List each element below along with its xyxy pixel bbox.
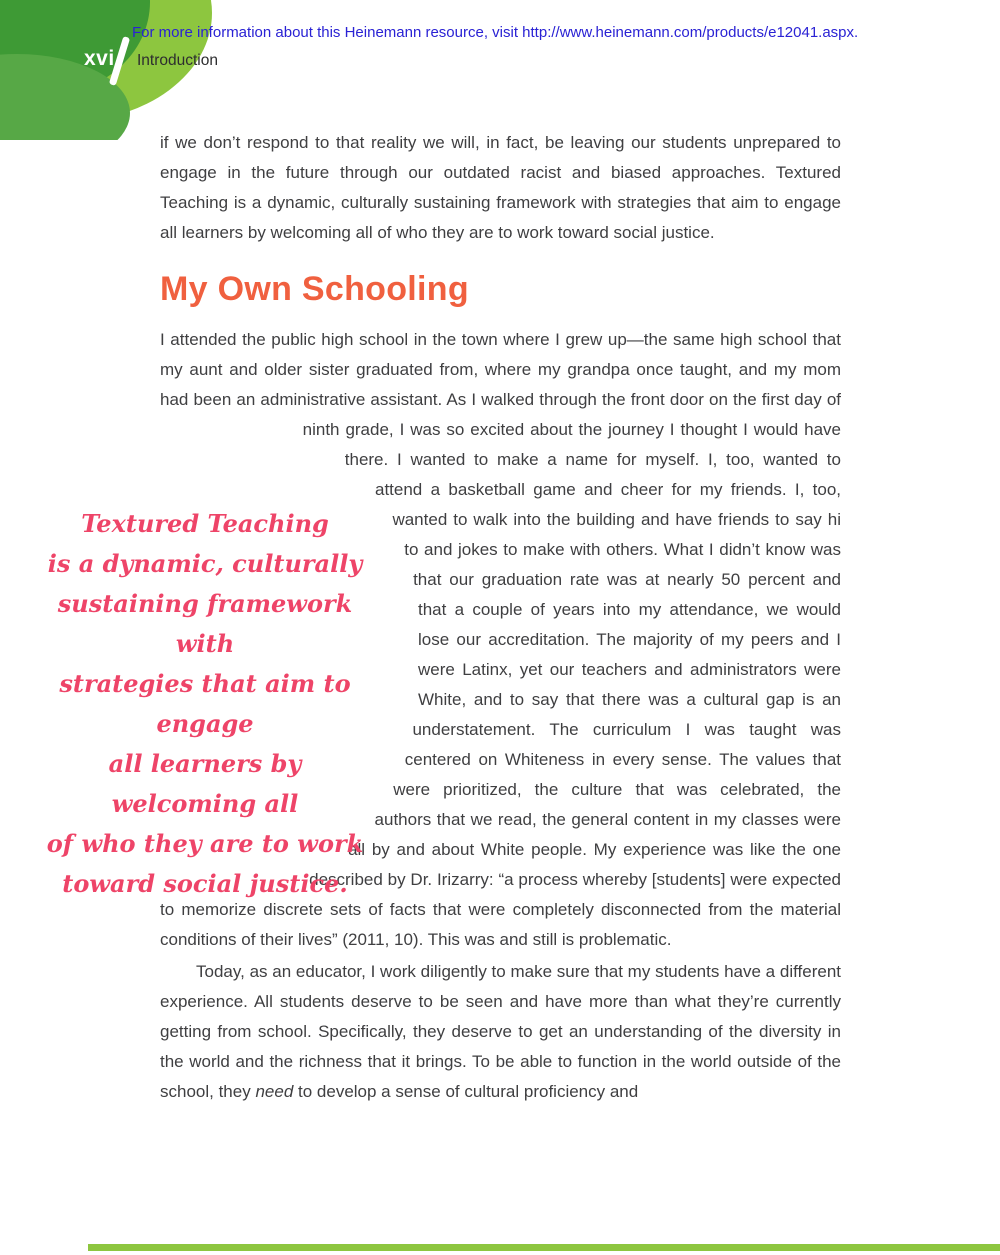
section-heading: My Own Schooling bbox=[160, 270, 469, 308]
corner-leaf-art bbox=[0, 0, 270, 140]
pull-quote-line: toward social justice. bbox=[62, 869, 348, 898]
paragraph-intro-continuation: if we don’t respond to that reality we will, in fact, be leaving our students unprepared to engage in the future through our outdated racist and biased approaches. Textured Teaching is a dynamic, culturally sustaining framework with strategies that aim to engage all learners by welcoming all of who they are to work toward social justice. bbox=[160, 133, 841, 242]
pull-quote-line: of who they are to work bbox=[46, 829, 364, 858]
pull-quote bbox=[38, 504, 372, 904]
heinemann-resource-link[interactable]: For more information about this Heinemann resource, visit http://www.heinemann.com/products/e12041.aspx. bbox=[132, 24, 859, 41]
footer-green-bar bbox=[88, 1244, 1000, 1251]
paragraph-my-own-schooling-text: I attended the public high school in the town where I grew up—the same high school that my aunt and older sister graduated from, where my grandpa once taught, and my mom had been an administrative assistant. As I walked through the front door on the first day of ninth grade, I was so excited about the journey I thought I would have there. I wanted to make a name for myself. I, too, wanted to attend a basketball game and cheer for my friends. I, too, wanted to walk into the building and have friends to say hi to and jokes to make with others. What I didn’t know was that our graduation rate was at nearly 50 percent and that a couple of years into my attendance, we would lose our accreditation. The majority of my peers and I were Latinx, yet our teachers and administrators were White, and to say that there was a cultural gap is an understatement. The curriculum I was taught was centered on Whiteness in every sense. The values that were prioritized, the culture that was celebrated, the authors that we read, the general content in my classes were all by and about White people. My experience was like the one described by Dr. Irizarry: “a process whereby [students] were expected to memorize discrete sets of facts that were completely disconnected from the material conditions of their lives” (2011, 10). This was and still is problematic. bbox=[160, 330, 841, 949]
pull-quote-line: strategies that aim to engage bbox=[59, 669, 351, 738]
pull-quote-line: sustaining framework with bbox=[57, 589, 353, 658]
paragraph-3-before: Today, as an educator, I work diligently to make sure that my students have a different experience. All students deserve to be seen and have more than what they’re currently getting from school. Specifically, they deserve to get an understanding of the diversity in the world and the richness that it brings. To be able to function in the world outside of the school, they bbox=[160, 962, 841, 1101]
pull-quote-line: is a dynamic, culturally bbox=[47, 549, 363, 578]
page-number: xvi bbox=[84, 47, 115, 70]
pull-quote-line: all learners by welcoming all bbox=[108, 749, 302, 818]
paragraph-3-italic-word: need bbox=[255, 1082, 294, 1101]
paragraph-3-after: to develop a sense of cultural proficiency and bbox=[293, 1082, 639, 1101]
running-head-section: Introduction bbox=[137, 52, 218, 69]
pull-quote-line: Textured Teaching bbox=[81, 509, 329, 538]
paragraph-today-educator bbox=[160, 957, 841, 1107]
